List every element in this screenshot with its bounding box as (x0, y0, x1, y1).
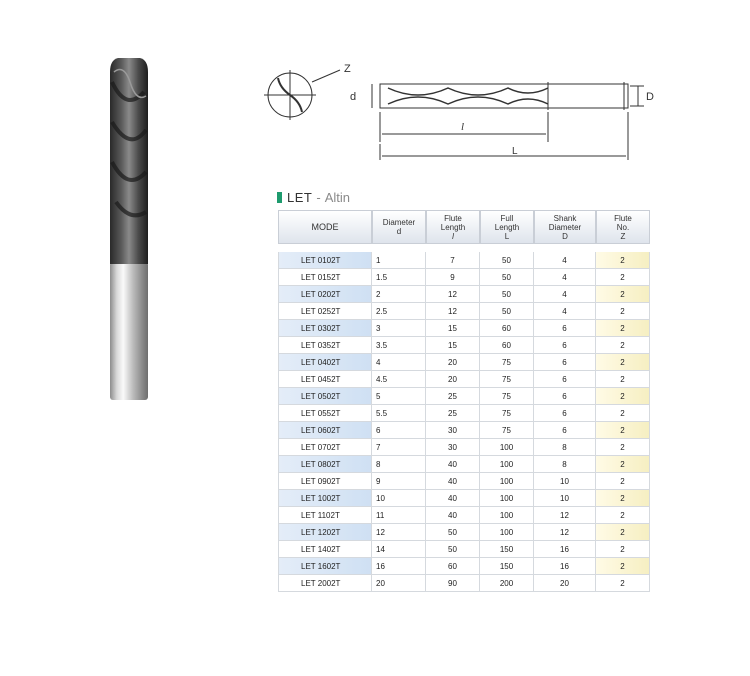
table-row (278, 524, 650, 541)
cell-diameter: 3.5 (372, 337, 426, 354)
cell-mode: LET 0352T (278, 337, 372, 354)
cell-full-length: 50 (480, 286, 534, 303)
cell-flute-length: 25 (426, 388, 480, 405)
cell-shank-diameter: 4 (534, 286, 596, 303)
cell-flute-length: 20 (426, 371, 480, 388)
cell-mode: LET 0602T (278, 422, 372, 439)
cell-diameter: 2.5 (372, 303, 426, 320)
cell-flute-length: 12 (426, 286, 480, 303)
cell-mode: LET 0452T (278, 371, 372, 388)
cell-diameter: 14 (372, 541, 426, 558)
cell-full-length: 150 (480, 541, 534, 558)
label-flute-length: l (461, 121, 465, 133)
coating-name: Altin (324, 190, 350, 205)
cell-diameter: 20 (372, 575, 426, 592)
table-row (278, 558, 650, 575)
cell-diameter: 3 (372, 320, 426, 337)
cell-flute-no: 2 (596, 524, 650, 541)
cell-mode: LET 1102T (278, 507, 372, 524)
cell-full-length: 100 (480, 524, 534, 541)
cell-flute-length: 40 (426, 456, 480, 473)
header-full-length: Full Length L (480, 210, 534, 244)
header-gap (278, 244, 650, 252)
cell-full-length: 75 (480, 405, 534, 422)
cell-shank-diameter: 6 (534, 371, 596, 388)
cell-full-length: 100 (480, 439, 534, 456)
cell-flute-no: 2 (596, 422, 650, 439)
table-row (278, 541, 650, 558)
label-z: Z (344, 63, 351, 75)
cell-mode: LET 1402T (278, 541, 372, 558)
spec-table (278, 210, 650, 592)
cell-flute-length: 50 (426, 541, 480, 558)
table-row (278, 388, 650, 405)
cell-diameter: 4 (372, 354, 426, 371)
cell-diameter: 9 (372, 473, 426, 490)
cell-flute-length: 30 (426, 439, 480, 456)
cell-mode: LET 0252T (278, 303, 372, 320)
table-row (278, 422, 650, 439)
cell-shank-diameter: 8 (534, 439, 596, 456)
cell-mode: LET 0802T (278, 456, 372, 473)
cell-mode: LET 0502T (278, 388, 372, 405)
cell-mode: LET 1602T (278, 558, 372, 575)
cell-diameter: 1 (372, 252, 426, 269)
cell-flute-no: 2 (596, 541, 650, 558)
cell-flute-no: 2 (596, 490, 650, 507)
cell-flute-no: 2 (596, 371, 650, 388)
table-row (278, 507, 650, 524)
cell-shank-diameter: 4 (534, 252, 596, 269)
cell-diameter: 8 (372, 456, 426, 473)
cell-flute-length: 20 (426, 354, 480, 371)
cell-flute-no: 2 (596, 575, 650, 592)
label-d: d (350, 91, 357, 103)
cell-full-length: 50 (480, 269, 534, 286)
table-row (278, 456, 650, 473)
table-row (278, 303, 650, 320)
cell-mode: LET 0902T (278, 473, 372, 490)
cell-flute-no: 2 (596, 303, 650, 320)
cell-diameter: 12 (372, 524, 426, 541)
table-row (278, 490, 650, 507)
table-row (278, 575, 650, 592)
label-shank-d: D (646, 91, 654, 103)
cell-full-length: 75 (480, 354, 534, 371)
label-full-length: L (512, 146, 518, 157)
table-row (278, 252, 650, 269)
table-row (278, 320, 650, 337)
header-shank-diameter: Shank Diameter D (534, 210, 596, 244)
cell-flute-no: 2 (596, 507, 650, 524)
cell-full-length: 100 (480, 473, 534, 490)
cell-shank-diameter: 10 (534, 473, 596, 490)
cell-flute-no: 2 (596, 456, 650, 473)
cell-mode: LET 0402T (278, 354, 372, 371)
title-accent-bar (277, 192, 282, 203)
cell-shank-diameter: 12 (534, 507, 596, 524)
cell-flute-no: 2 (596, 269, 650, 286)
table-row (278, 286, 650, 303)
cell-shank-diameter: 10 (534, 490, 596, 507)
cell-full-length: 150 (480, 558, 534, 575)
cell-flute-length: 9 (426, 269, 480, 286)
cell-mode: LET 0152T (278, 269, 372, 286)
cell-diameter: 2 (372, 286, 426, 303)
header-row (278, 210, 650, 244)
cell-mode: LET 1202T (278, 524, 372, 541)
cell-flute-length: 90 (426, 575, 480, 592)
cell-full-length: 50 (480, 252, 534, 269)
cell-diameter: 6 (372, 422, 426, 439)
cell-flute-no: 2 (596, 388, 650, 405)
cell-full-length: 100 (480, 456, 534, 473)
cell-flute-no: 2 (596, 354, 650, 371)
cell-mode: LET 2002T (278, 575, 372, 592)
cell-shank-diameter: 6 (534, 388, 596, 405)
spec-body (278, 252, 650, 592)
cell-flute-no: 2 (596, 286, 650, 303)
cell-flute-length: 40 (426, 473, 480, 490)
cell-shank-diameter: 4 (534, 303, 596, 320)
cell-shank-diameter: 6 (534, 405, 596, 422)
cell-flute-no: 2 (596, 337, 650, 354)
cell-shank-diameter: 16 (534, 558, 596, 575)
table-row (278, 269, 650, 286)
header-flute-no: Flute No. Z (596, 210, 650, 244)
cell-flute-length: 40 (426, 490, 480, 507)
series-title (277, 190, 350, 205)
cell-full-length: 75 (480, 422, 534, 439)
end-mill-image (96, 52, 160, 402)
dimension-diagram (258, 58, 668, 168)
table-row (278, 354, 650, 371)
cell-shank-diameter: 6 (534, 422, 596, 439)
cell-diameter: 5.5 (372, 405, 426, 422)
end-view (264, 70, 340, 120)
cell-shank-diameter: 16 (534, 541, 596, 558)
header-flute-length: Flute Length l (426, 210, 480, 244)
cell-flute-no: 2 (596, 439, 650, 456)
cell-shank-diameter: 6 (534, 320, 596, 337)
cell-mode: LET 0552T (278, 405, 372, 422)
cell-diameter: 7 (372, 439, 426, 456)
cell-full-length: 100 (480, 507, 534, 524)
cell-diameter: 4.5 (372, 371, 426, 388)
cell-flute-length: 25 (426, 405, 480, 422)
header-mode: MODE (278, 210, 372, 244)
title-separator: - (316, 190, 321, 205)
cell-flute-length: 30 (426, 422, 480, 439)
cell-mode: LET 1002T (278, 490, 372, 507)
table-row (278, 371, 650, 388)
cell-shank-diameter: 6 (534, 354, 596, 371)
cell-diameter: 10 (372, 490, 426, 507)
cell-flute-no: 2 (596, 473, 650, 490)
cell-shank-diameter: 20 (534, 575, 596, 592)
table-row (278, 405, 650, 422)
cell-flute-no: 2 (596, 405, 650, 422)
cell-full-length: 60 (480, 320, 534, 337)
cell-mode: LET 0302T (278, 320, 372, 337)
side-view (372, 82, 644, 160)
cell-flute-no: 2 (596, 320, 650, 337)
cell-diameter: 1.5 (372, 269, 426, 286)
cell-flute-length: 40 (426, 507, 480, 524)
cell-flute-no: 2 (596, 252, 650, 269)
table-row (278, 439, 650, 456)
cell-full-length: 75 (480, 371, 534, 388)
table-row (278, 473, 650, 490)
series-name: LET (287, 190, 313, 205)
cell-shank-diameter: 12 (534, 524, 596, 541)
cell-flute-length: 50 (426, 524, 480, 541)
cell-mode: LET 0702T (278, 439, 372, 456)
cell-shank-diameter: 4 (534, 269, 596, 286)
cell-diameter: 16 (372, 558, 426, 575)
header-diameter: Diameter d (372, 210, 426, 244)
cell-mode: LET 0102T (278, 252, 372, 269)
table-row (278, 337, 650, 354)
cell-mode: LET 0202T (278, 286, 372, 303)
cell-shank-diameter: 8 (534, 456, 596, 473)
cell-full-length: 200 (480, 575, 534, 592)
cell-flute-length: 12 (426, 303, 480, 320)
cell-full-length: 50 (480, 303, 534, 320)
cell-diameter: 5 (372, 388, 426, 405)
cell-shank-diameter: 6 (534, 337, 596, 354)
cell-flute-length: 7 (426, 252, 480, 269)
cell-flute-no: 2 (596, 558, 650, 575)
cell-flute-length: 60 (426, 558, 480, 575)
cell-full-length: 75 (480, 388, 534, 405)
cell-full-length: 60 (480, 337, 534, 354)
cell-flute-length: 15 (426, 320, 480, 337)
cell-diameter: 11 (372, 507, 426, 524)
cell-flute-length: 15 (426, 337, 480, 354)
cell-full-length: 100 (480, 490, 534, 507)
